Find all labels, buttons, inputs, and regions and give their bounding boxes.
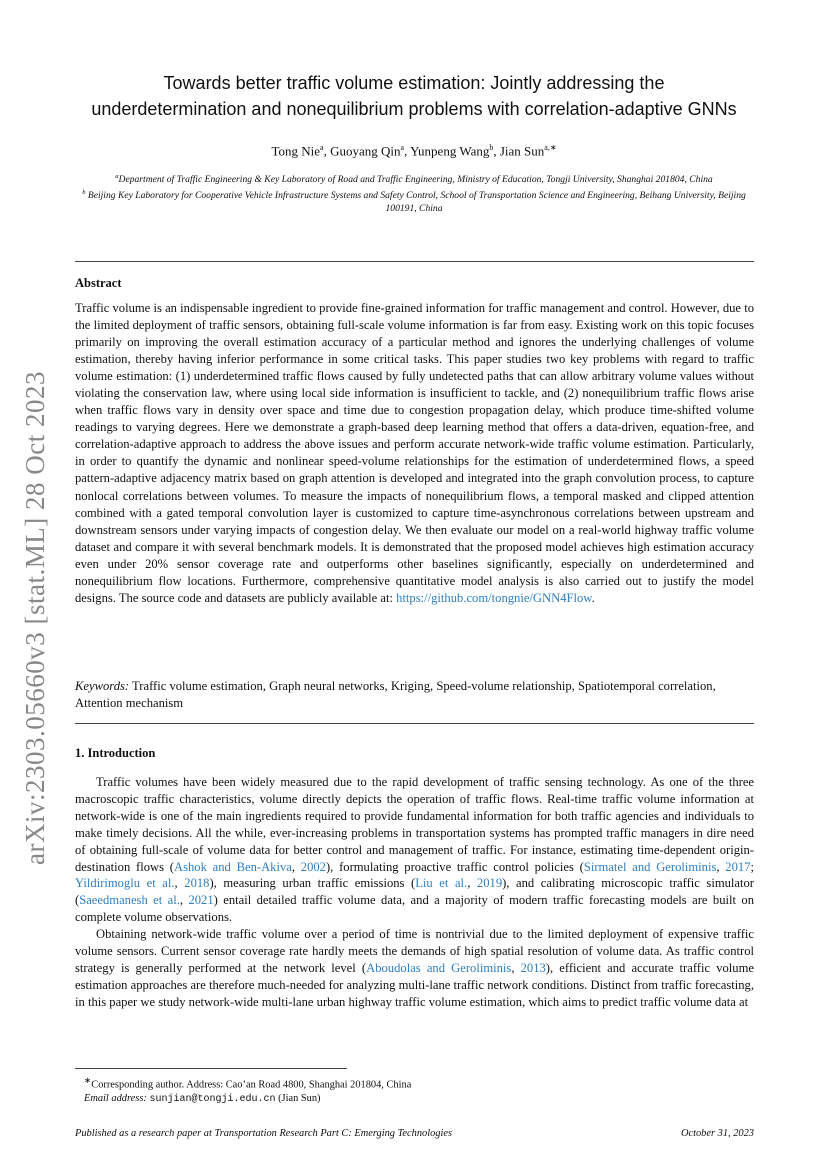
code-repo-link[interactable]: https://github.com/tongnie/GNN4Flow xyxy=(396,590,592,605)
divider-bottom xyxy=(75,723,754,724)
email-label: Email address: xyxy=(84,1093,147,1105)
footnote-mark: ∗ xyxy=(84,1075,92,1085)
author-name: Yunpeng Wang xyxy=(410,143,490,159)
keywords-list: Traffic volume estimation, Graph neural networks, Kriging, Speed-volume relationship, Spatiotemporal correlation, Attention mechanism xyxy=(75,679,716,710)
intro-paragraph-1 xyxy=(75,774,754,926)
section-heading-introduction: 1. Introduction xyxy=(75,746,156,760)
citation-link[interactable]: 2019 xyxy=(476,876,503,891)
citation-link[interactable]: 2021 xyxy=(188,893,214,908)
citation-link[interactable]: 2018 xyxy=(184,876,210,891)
affiliation-b xyxy=(72,186,756,215)
author-affil-mark: b xyxy=(489,143,494,152)
affil-text: Department of Traffic Engineering & Key Laboratory of Road and Traffic Engineering, Ministry of Education, Tongji University, Shanghai 201804, China xyxy=(118,174,713,186)
text-run: ) entail detailed traffic volume data, and a majority of modern traffic forecasting models are built on complete volume observations. xyxy=(75,893,754,925)
citation-link[interactable]: 2017 xyxy=(725,859,751,874)
citation-link[interactable]: 2013 xyxy=(520,960,546,975)
affil-mark: a xyxy=(115,173,119,180)
text-run: ), efficient and accurate traffic volume estimation approaches are therefore much-needed for analyzing multi-lane traffic network conditions. Distinct from traffic forecasting, in this paper we study network-wide multi-lane urban highway traffic volume estimation, which aims to predict traffic volume data at xyxy=(75,960,754,1009)
title-line-1: Towards better traffic volume estimation: Jointly addressing the xyxy=(163,73,665,93)
footnote-corresponding xyxy=(84,1073,744,1092)
author-affil-mark: a xyxy=(320,143,324,152)
abstract-end: . xyxy=(591,590,595,605)
keywords xyxy=(75,678,754,712)
citation-link[interactable]: Yildirimoglu et al. xyxy=(75,876,175,891)
footnote-email xyxy=(84,1092,744,1107)
author-affil-mark: a,∗ xyxy=(544,143,557,152)
footer-date: October 31, 2023 xyxy=(680,1128,754,1139)
affiliation-a xyxy=(72,170,756,186)
keywords-label: Keywords: xyxy=(75,679,130,693)
text-run: ), formulating proactive traffic control policies ( xyxy=(325,859,584,874)
affil-text: Beijing Key Laboratory for Cooperative Vehicle Infrastructure Systems and Safety Control, School of Transportation Science and Engineering, Beihang University, Beijing 100191, China xyxy=(85,190,746,215)
text-run: , xyxy=(174,876,185,891)
citation-link[interactable]: Saeedmanesh et al. xyxy=(79,893,180,908)
abstract-paragraph: Traffic volume is an indispensable ingredient to provide fine-grained information for traffic management and control. However, due to the limited deployment of traffic sensors, obtaining full-scale volume information is far from easy. Existing work on this topic focuses primarily on improving the overall estimation accuracy of a particular method and ignores the underlying challenges of volume estimation, thereby having inferior performance in some critical tasks. This paper studies two key problems with regard to traffic volume estimation: (1) underdetermined traffic flows caused by fully undetected paths that can allow arbitrary volume values without violating the conservation law, where using local side information is insufficient to tackle, and (2) nonequilibrium traffic flows arise when traffic flows vary in density over space and time due to congestion propagation delay, which produce time-shifted volume readings to varying degrees. Here we demonstrate a graph-based deep learning method that offers a data-driven, equation-free, and correlation-adaptive approach to address the above issues and perform accurate network-wide traffic volume estimation. Particularly, in order to quantify the dynamic and nonlinear speed-volume relationships for the estimation of underdetermined flows, a speed pattern-adaptive adjacency matrix based on graph attention is developed and integrated into the graph convolution process, to capture nonlocal correlations between volumes. To measure the impacts of nonequilibrium flows, a temporal masked and clipped attention combined with a gated temporal convolution layer is customized to capture time-asynchronous correlations between upstream and downstream sensors under varying impacts of congestion delay. We then evaluate our model on a real-world highway traffic volume dataset and compare it with several benchmark models. It is demonstrated that the proposed model achieves high estimation accuracy even under 20% sensor coverage rate and outperforms other baselines significantly, especially on underdetermined and nonequilibrium flow locations. Furthermore, comprehensive quantitative model analysis is also carried out to justify the model designs. The source code and datasets are publicly available at: xyxy=(75,301,754,605)
footnote-text: Corresponding author. Address: Cao’an Road 4800, Shanghai 201804, China xyxy=(91,1079,412,1091)
author-name: Guoyang Qin xyxy=(330,143,401,159)
abstract-heading: Abstract xyxy=(75,276,122,290)
text-run: ), and calibrating microscopic traffic simulator ( xyxy=(75,876,755,908)
text-run: , xyxy=(291,859,301,874)
citation-link[interactable]: 2002 xyxy=(300,859,326,874)
affiliations xyxy=(72,170,756,215)
introduction-body xyxy=(75,774,754,1011)
citation-link[interactable]: Sirmatel and Geroliminis xyxy=(583,859,717,874)
text-run: ; xyxy=(750,859,754,874)
affil-mark: b xyxy=(82,189,86,197)
text-run: , xyxy=(179,893,189,908)
abstract-text xyxy=(75,300,754,607)
text-run: , xyxy=(511,960,521,975)
author-list: Tong Nie$^a$, Guoyang Qin$^a$, Yunpeng Wang$^b$, Jian Sun$^{a,∗}$ xyxy=(271,143,557,159)
author-affil-mark: a xyxy=(400,143,405,152)
email-owner: (Jian Sun) xyxy=(275,1093,321,1105)
citation-link[interactable]: Liu et al. xyxy=(415,876,468,891)
citation-link[interactable]: Aboudolas and Geroliminis xyxy=(366,960,512,975)
citation-link[interactable]: Ashok and Ben-Akiva xyxy=(173,859,292,874)
author-name: Tong Nie xyxy=(271,143,321,159)
paper-title xyxy=(60,70,768,122)
text-run: , xyxy=(716,859,726,874)
footer-publication-note: Published as a research paper at Transportation Research Part C: Emerging Technologies xyxy=(75,1128,453,1139)
text-run: , xyxy=(467,876,477,891)
email-address[interactable]: sunjian@tongji.edu.cn xyxy=(149,1094,276,1106)
footnote xyxy=(84,1073,744,1107)
footnote-divider xyxy=(75,1068,347,1069)
author-name: Jian Sun xyxy=(499,143,545,159)
intro-paragraph-2 xyxy=(75,926,754,1011)
arxiv-sidebar-stamp: arXiv:2303.05660v3 [stat.ML] 28 Oct 2023 xyxy=(20,371,50,865)
title-line-2: underdetermination and nonequilibrium problems with correlation-adaptive GNNs xyxy=(91,99,737,119)
text-run: Obtaining network-wide traffic volume over a period of time is nontrivial due to the limited deployment of expensive traffic volume sensors. Current sensor coverage rate hardly meets the demands of high spatial resolution of volume data. As traffic control strategy is generally performed at the network level ( xyxy=(75,927,754,975)
text-run: ), measuring urban traffic emissions ( xyxy=(209,876,416,891)
text-run: Traffic volumes have been widely measured due to the rapid development of traffic sensing technology. As one of the three macroscopic traffic characteristics, volume directly depicts the operation of traffic flows. Real-time traffic volume information at network-wide is one of the main ingredients required to provide fundamental information for both traffic agencies and individuals to make timely decisions. All the while, ever-increasing problems in transportation systems has prompted traffic managers in dire need of obtaining full-scale of volume data for better control and management of traffic. For instance, estimating time-dependent origin-destination flows ( xyxy=(75,775,754,874)
divider-top xyxy=(75,261,754,262)
